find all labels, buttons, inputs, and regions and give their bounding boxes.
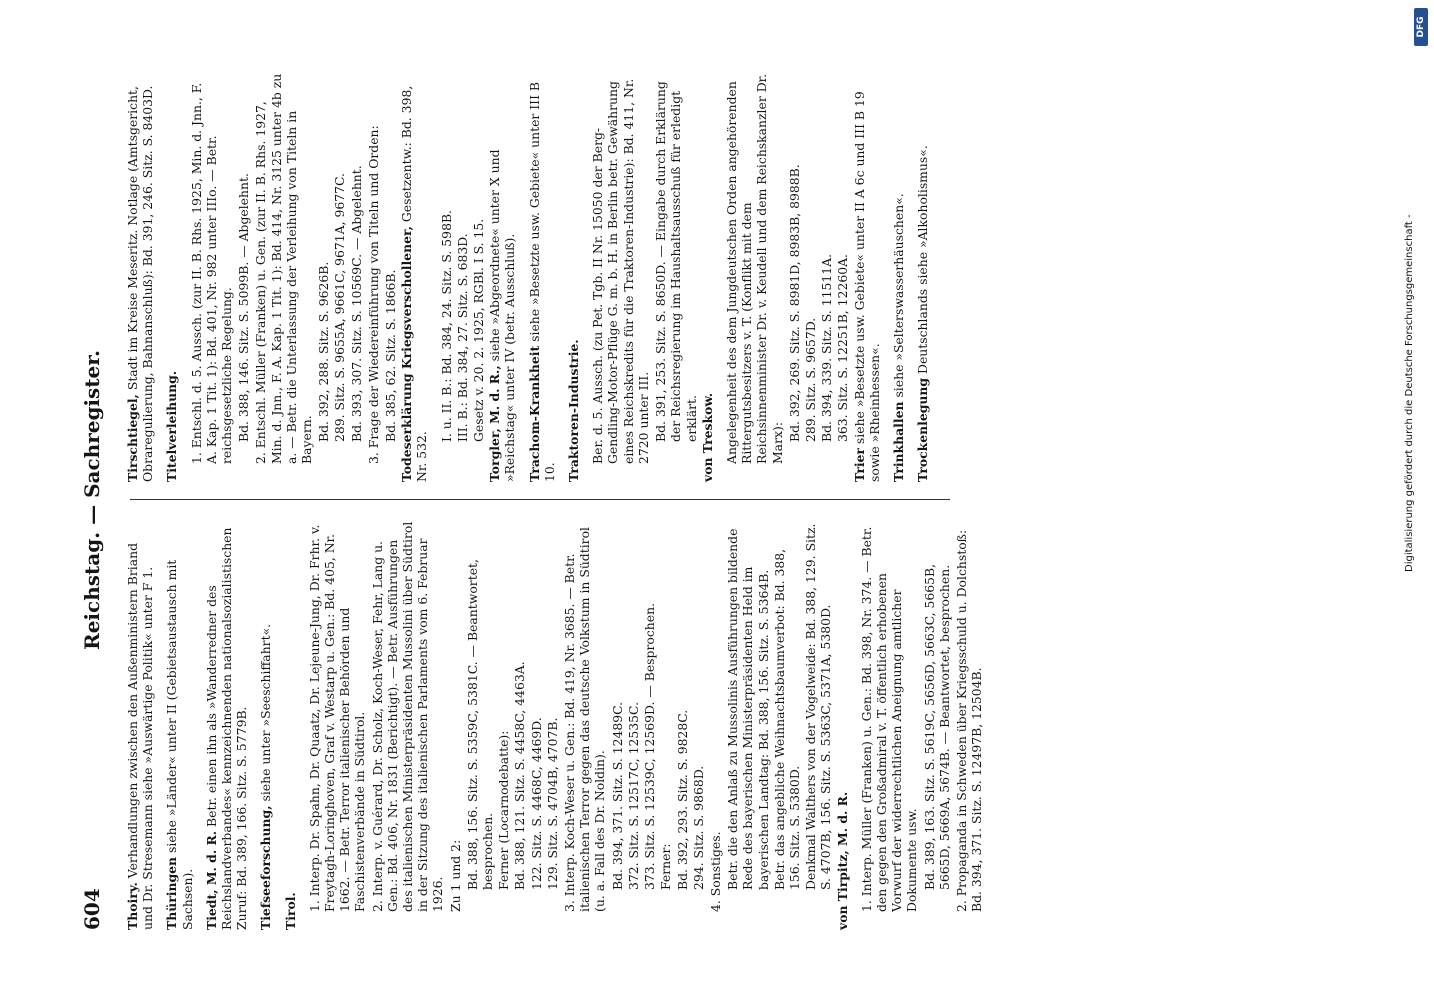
index-entry: [283, 520, 298, 930]
entry-reference: Bd. 394, 339. Sitz. S. 11511A.: [819, 253, 835, 442]
index-entry: [835, 520, 850, 930]
entry-text: Betr. einen ihn als »Wanderredner des Reichslandverbandes« kennzeichnenden nationalsozialistischen Zuruf: Bd. 389, 166. Sitz. S. 5779B.: [203, 527, 250, 930]
entry-heading: Traktoren-Industrie.: [566, 339, 582, 482]
entry-subitem: 2. Entschl. Müller (Franken) u. Gen. (zur II. B. Rhs. 1927, Min. d. Jnn., F. A. Kap. 1 Tit. 1): Bd. 414, Nr. 3125 unter 4b zu a. — Betr. die Unterlassung der Verleihung von Titeln in Bayern.: [253, 73, 315, 464]
entry-subitem: 3. Frage der Wiedereinführung von Titeln und Orden:: [365, 125, 381, 464]
entry-reference: I. u. II. B.: Bd. 384, 24. Sitz. S. 598B.: [438, 210, 454, 442]
left-column: [125, 520, 986, 930]
right-column: [125, 72, 939, 482]
entry-text: siehe »Länder« unter II (Gebietsaustausch mit Sachsen).: [164, 559, 195, 930]
index-entry: [891, 72, 906, 482]
entry-reference: Betr. die den Anlaß zu Mussolinis Ausführungen bildende Rede des bayerischen Ministerpräsidenten Held im bayerischen Landtag: Bd. 388, 156. Sitz. S. 5364B.: [725, 528, 771, 890]
entry-text: siehe unter »Seeschiffahrt«.: [258, 623, 274, 802]
entry-heading: Torgler, M. d. R.,: [487, 365, 503, 482]
entry-reference: 122. Sitz. S. 4468C, 4469D.: [528, 717, 544, 890]
entry-text: Deutschlands siehe »Alkoholismus«.: [915, 145, 931, 374]
dfg-logo-text: DFG: [1416, 16, 1426, 38]
entry-heading: von Treskow.: [699, 392, 715, 482]
entry-text: siehe »Besetzte usw. Gebiete« unter II A 6c und III B 19 sowie »Rheinhessen«.: [851, 91, 882, 482]
entry-reference: Bd. 388, 146. Sitz. S. 5099B. — Abgelehnt.: [236, 173, 252, 442]
index-columns: [125, 60, 1385, 940]
entry-reference: Bd. 389, 163. Sitz. S. 5619C, 5656D, 5663C, 5665B, 5665D, 5669A, 5674B. — Beantwortet, besprochen.: [921, 563, 952, 890]
entry-text: Verhandlungen zwischen den Außenministern Briand und Dr. Stresemann siehe »Auswärtige Politik« unter F 1.: [125, 542, 156, 930]
entry-heading: Todeserklärung Kriegsverschollener,: [399, 226, 415, 482]
entry-reference: III. B.: Bd. 384, 27. Sitz. S. 683D.: [454, 233, 470, 442]
entry-reference: Bd. 393, 307. Sitz. S. 10569C. — Abgelehnt.: [348, 165, 364, 442]
dfg-logo: [1414, 8, 1428, 46]
entry-heading: Tirschtiegel,: [125, 394, 140, 482]
entry-heading: Trachom-Krankheit: [526, 345, 542, 482]
entry-reference: 289. Sitz. S. 9657D.: [802, 317, 818, 442]
entry-reference: Bd. 388, 156. Sitz. S. 5359C, 5381C. — Beantwortet, besprochen.: [464, 559, 496, 890]
entry-reference: 372. Sitz. S. 12517C, 12535C.: [625, 701, 641, 890]
index-entry: [915, 72, 930, 482]
index-entry: [487, 72, 517, 482]
entry-reference: Ferner (Locarnodebatte):: [496, 730, 512, 890]
entry-heading: Thoiry.: [125, 882, 140, 930]
entry-subitem: 3. Interp. Koch-Weser u. Gen.: Bd. 419, Nr. 3685. — Betr. italienischen Terror gegen das deutsche Volkstum in Südtirol (u. a. Fall des Dr. Noldin).: [562, 526, 608, 912]
entry-heading: Thüringen: [164, 856, 180, 930]
entry-subitem: 4. Sonstiges.: [707, 831, 723, 912]
entry-reference: Bd. 392, 269. Sitz. S. 8981D, 8983B, 8988B.: [786, 164, 802, 442]
entry-heading: Trockenlegung: [915, 377, 931, 482]
entry-subitem: 2. Propaganda in Schweden über Kriegsschuld u. Dolchstoß: Bd. 394, 371. Sitz. S. 12497B, 12504B.: [953, 529, 985, 912]
entry-text: siehe »Abgeordnete« unter X und »Reichstag« unter IV (betr. Ausschluß).: [487, 149, 518, 482]
entry-text: siehe »Besetzte usw. Gebiete« unter III B 10.: [526, 81, 557, 482]
entry-reference: Ferner:: [658, 843, 674, 890]
entry-text: Stadt im Kreise Meseritz. Notlage (Amtsgericht, Obraregulierung, Bahnanschluß): Bd. 391, 246. Sitz. S. 8403D.: [125, 85, 156, 482]
entry-subitem: Zu 1 und 2:: [447, 839, 463, 912]
entry-heading: Tirol.: [282, 892, 298, 930]
entry-reference: Bd. 388, 121. Sitz. S. 4458C, 4463A.: [512, 661, 528, 890]
entry-reference: Bd. 394, 371. Sitz. S. 12489C.: [609, 701, 625, 890]
entry-subitem: 2. Interp. v. Guérard, Dr. Scholz, Koch-Weser, Fehr, Lang u. Gen.: Bd. 406, Nr. 1831 (Berichtigt). — Betr. Ausführungen des italienischen Ministerpräsidenten Mussolini über Südtirol in der Sitzung des italienischen Parlaments vom 6. Februar 1926.: [369, 521, 446, 912]
entry-heading: Tiedt, M. d. R.: [203, 830, 219, 930]
entry-reference: Bd. 391, 253. Sitz. S. 8650D. — Eingabe durch Erklärung der Reichsregierung im Haushaltsausschuß für erledigt erklärt.: [653, 81, 699, 442]
entry-reference: Bd. 385, 62. Sitz. S. 1866B.: [383, 269, 399, 442]
entry-reference: 129. Sitz. S. 4704B, 4707B.: [544, 717, 560, 890]
index-entry: [204, 520, 250, 930]
rotated-page-content: [70, 60, 1410, 940]
index-entry: [125, 72, 155, 482]
entry-heading: Trier: [851, 448, 867, 482]
entry-heading: von Tirpitz, M. d. R.: [834, 791, 850, 930]
entry-reference: 373. Sitz. S. 12539C, 12569D. — Besprochen.: [642, 602, 658, 890]
page-title: Reichstag. — Sachregister.: [80, 350, 104, 650]
entry-reference: Betr. das angebliche Weihnachtsbaumverbot: Bd. 388, 156. Sitz. S. 5380D.: [771, 548, 802, 890]
page-header: [80, 60, 114, 940]
entry-subitem: 1. Interp. Dr. Spahn, Dr. Quaatz, Dr. Lejeune-Jung, Dr. Frhr. v. Freytagh-Loringhoven, Graf v. Westarp u. Gen.: Bd. 405, Nr. 1662. — Betr. Terror italienischer Behörden und Faschistenverbände in Südtirol.: [306, 524, 368, 912]
index-entry: [527, 72, 557, 482]
index-entry: [125, 520, 155, 930]
index-entry: [566, 72, 581, 482]
entry-reference: Bd. 392, 288. Sitz. S. 9626B.: [316, 261, 332, 442]
funding-note: [1404, 12, 1426, 572]
entry-subitem: 1. Interp. Müller (Franken) u. Gen.: Bd. 398, Nr. 374. — Betr. den gegen den Großadmiral v. T. öffentlich erhobenen Vorwurf der widerrechtlichen Aneignung amtlicher Dokumente usw.: [858, 526, 920, 912]
entry-heading: Tiefseeforschung,: [258, 805, 274, 930]
entry-reference: Gesetz v. 20. 2. 1925, RGBl. I S. 15.: [471, 218, 487, 442]
index-entry: [258, 520, 273, 930]
index-entry: [164, 72, 179, 482]
entry-reference: 294. Sitz. S. 9868D.: [690, 765, 706, 890]
index-entry: [700, 72, 715, 482]
entry-reference: 363. Sitz. S. 12251B, 12260A.: [835, 254, 851, 442]
column-divider: [130, 499, 950, 500]
page-number: 604: [80, 888, 104, 930]
entry-subitem: Ber. d. 5. Aussch. (zu Pet. Tgb. II Nr. 15050 der Berg-Gendling-Motor-Pflüge G. m. b. H. in Berlin betr. Gewährung eines Reichskredits für die Traktoren-Industrie): Bd. 411, Nr. 2720 unter III.: [590, 78, 651, 464]
funding-note-text: Digitalisierung gefördert durch die Deutsche Forschungsgemeinschaft -: [1404, 214, 1415, 572]
entry-subitem: 1. Entschl. d. 5. Aussch. (zur II. B. Rhs. 1925, Min. d. Jnn., F. A. Kap. 1 Tit. 1): Bd. 401, Nr. 982 unter IIIo. — Betr. reichsgesetzliche Regelung.: [188, 82, 235, 464]
entry-text: Gesetzentw.: Bd. 398, Nr. 532.: [399, 85, 430, 482]
entry-heading: Trinkhallen: [890, 401, 906, 482]
entry-text: siehe »Selterswasserhäuschen«.: [890, 193, 906, 398]
index-entry: [164, 520, 194, 930]
entry-reference: Denkmal Walthers von der Vogelweide: Bd. 388, 129. Sitz. S. 4707B, 156. Sitz. S. 5363C, 5371A, 5380D.: [803, 523, 834, 890]
entry-heading: Titelverleihung.: [164, 370, 180, 482]
index-entry: [852, 72, 882, 482]
entry-subitem: Angelegenheit des dem Jungdeutschen Orden angehörenden Rittergutsbesitzers v. T. (Konflikt mit dem Reichsinnenminister Dr. v. Keudell und dem Reichskanzler Dr. Marx):: [723, 73, 785, 464]
index-entry: [399, 72, 429, 482]
entry-reference: Bd. 392, 293. Sitz. S. 9828C.: [674, 709, 690, 890]
entry-reference: 289. Sitz. S. 9655A, 9661C, 9671A, 9677C.: [332, 173, 348, 442]
